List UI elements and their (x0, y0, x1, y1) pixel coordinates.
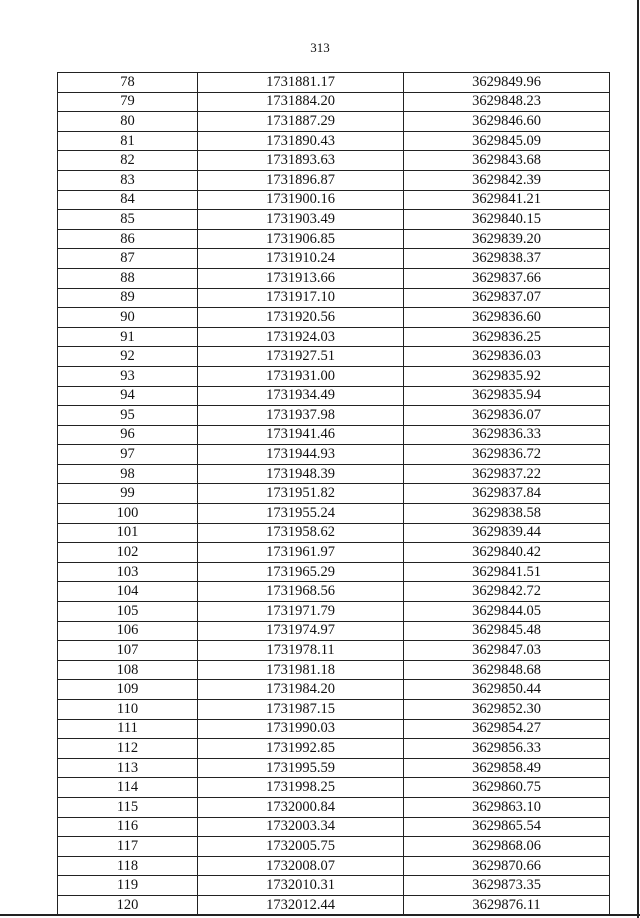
y-coordinate-cell: 3629840.42 (404, 543, 610, 563)
x-coordinate-cell: 1731974.97 (198, 621, 404, 641)
x-coordinate-cell: 1731920.56 (198, 308, 404, 328)
y-coordinate-cell: 3629835.94 (404, 386, 610, 406)
point-number-cell: 83 (58, 170, 198, 190)
table-row (58, 366, 610, 386)
table-row (58, 73, 610, 93)
table-row (58, 778, 610, 798)
y-coordinate-cell: 3629837.84 (404, 484, 610, 504)
table-row (58, 895, 610, 915)
y-coordinate-cell: 3629847.03 (404, 641, 610, 661)
point-number-cell: 80 (58, 112, 198, 132)
point-number-cell: 97 (58, 445, 198, 465)
x-coordinate-cell: 1731941.46 (198, 425, 404, 445)
table-row (58, 347, 610, 367)
y-coordinate-cell: 3629845.48 (404, 621, 610, 641)
point-number-cell: 88 (58, 268, 198, 288)
table-row (58, 327, 610, 347)
table-row (58, 602, 610, 622)
page-number: 313 (310, 40, 330, 55)
point-number-cell: 110 (58, 700, 198, 720)
y-coordinate-cell: 3629836.03 (404, 347, 610, 367)
point-number-cell: 105 (58, 602, 198, 622)
x-coordinate-cell: 1731903.49 (198, 210, 404, 230)
y-coordinate-cell: 3629836.07 (404, 406, 610, 426)
point-number-cell: 81 (58, 131, 198, 151)
point-number-cell: 116 (58, 817, 198, 837)
table-row (58, 719, 610, 739)
point-number-cell: 117 (58, 837, 198, 857)
y-coordinate-cell: 3629840.15 (404, 210, 610, 230)
x-coordinate-cell: 1732003.34 (198, 817, 404, 837)
point-number-cell: 119 (58, 876, 198, 896)
table-row (58, 151, 610, 171)
table-row (58, 562, 610, 582)
table-row (58, 739, 610, 759)
point-number-cell: 112 (58, 739, 198, 759)
y-coordinate-cell: 3629836.33 (404, 425, 610, 445)
table-row (58, 504, 610, 524)
table-row (58, 621, 610, 641)
point-number-cell: 95 (58, 406, 198, 426)
point-number-cell: 90 (58, 308, 198, 328)
x-coordinate-cell: 1731961.97 (198, 543, 404, 563)
x-coordinate-cell: 1731987.15 (198, 700, 404, 720)
x-coordinate-cell: 1731881.17 (198, 73, 404, 93)
point-number-cell: 84 (58, 190, 198, 210)
point-number-cell: 120 (58, 895, 198, 915)
y-coordinate-cell: 3629876.11 (404, 895, 610, 915)
table-row (58, 641, 610, 661)
x-coordinate-cell: 1731913.66 (198, 268, 404, 288)
table-row (58, 406, 610, 426)
x-coordinate-cell: 1731887.29 (198, 112, 404, 132)
point-number-cell: 109 (58, 680, 198, 700)
y-coordinate-cell: 3629852.30 (404, 700, 610, 720)
point-number-cell: 115 (58, 797, 198, 817)
point-number-cell: 118 (58, 856, 198, 876)
x-coordinate-cell: 1732005.75 (198, 837, 404, 857)
y-coordinate-cell: 3629838.58 (404, 504, 610, 524)
table-row (58, 425, 610, 445)
point-number-cell: 103 (58, 562, 198, 582)
x-coordinate-cell: 1731910.24 (198, 249, 404, 269)
table-row (58, 876, 610, 896)
x-coordinate-cell: 1731924.03 (198, 327, 404, 347)
y-coordinate-cell: 3629836.60 (404, 308, 610, 328)
y-coordinate-cell: 3629873.35 (404, 876, 610, 896)
table-row (58, 288, 610, 308)
x-coordinate-cell: 1732012.44 (198, 895, 404, 915)
y-coordinate-cell: 3629842.39 (404, 170, 610, 190)
y-coordinate-cell: 3629848.23 (404, 92, 610, 112)
y-coordinate-cell: 3629844.05 (404, 602, 610, 622)
x-coordinate-cell: 1731931.00 (198, 366, 404, 386)
x-coordinate-cell: 1731934.49 (198, 386, 404, 406)
page-edge-right (637, 0, 639, 918)
x-coordinate-cell: 1731890.43 (198, 131, 404, 151)
x-coordinate-cell: 1731971.79 (198, 602, 404, 622)
y-coordinate-cell: 3629856.33 (404, 739, 610, 759)
y-coordinate-cell: 3629854.27 (404, 719, 610, 739)
table-row (58, 543, 610, 563)
table-row (58, 837, 610, 857)
point-number-cell: 98 (58, 464, 198, 484)
table-row (58, 190, 610, 210)
point-number-cell: 91 (58, 327, 198, 347)
point-number-cell: 92 (58, 347, 198, 367)
table-row (58, 797, 610, 817)
point-number-cell: 93 (58, 366, 198, 386)
coordinates-table-body (58, 73, 610, 916)
table-row (58, 700, 610, 720)
table-row (58, 464, 610, 484)
x-coordinate-cell: 1731896.87 (198, 170, 404, 190)
table-row (58, 249, 610, 269)
x-coordinate-cell: 1731968.56 (198, 582, 404, 602)
point-number-cell: 99 (58, 484, 198, 504)
y-coordinate-cell: 3629839.44 (404, 523, 610, 543)
y-coordinate-cell: 3629863.10 (404, 797, 610, 817)
table-row (58, 445, 610, 465)
point-number-cell: 102 (58, 543, 198, 563)
y-coordinate-cell: 3629841.21 (404, 190, 610, 210)
y-coordinate-cell: 3629850.44 (404, 680, 610, 700)
y-coordinate-cell: 3629842.72 (404, 582, 610, 602)
x-coordinate-cell: 1731995.59 (198, 758, 404, 778)
y-coordinate-cell: 3629870.66 (404, 856, 610, 876)
x-coordinate-cell: 1731893.63 (198, 151, 404, 171)
x-coordinate-cell: 1731937.98 (198, 406, 404, 426)
point-number-cell: 108 (58, 660, 198, 680)
point-number-cell: 96 (58, 425, 198, 445)
x-coordinate-cell: 1731927.51 (198, 347, 404, 367)
x-coordinate-cell: 1731917.10 (198, 288, 404, 308)
table-row (58, 308, 610, 328)
y-coordinate-cell: 3629865.54 (404, 817, 610, 837)
y-coordinate-cell: 3629836.25 (404, 327, 610, 347)
table-row (58, 210, 610, 230)
y-coordinate-cell: 3629848.68 (404, 660, 610, 680)
point-number-cell: 101 (58, 523, 198, 543)
table-row (58, 131, 610, 151)
point-number-cell: 86 (58, 229, 198, 249)
table-row (58, 660, 610, 680)
x-coordinate-cell: 1731992.85 (198, 739, 404, 759)
y-coordinate-cell: 3629845.09 (404, 131, 610, 151)
x-coordinate-cell: 1731900.16 (198, 190, 404, 210)
point-number-cell: 78 (58, 73, 198, 93)
x-coordinate-cell: 1731951.82 (198, 484, 404, 504)
x-coordinate-cell: 1731981.18 (198, 660, 404, 680)
point-number-cell: 113 (58, 758, 198, 778)
x-coordinate-cell: 1731958.62 (198, 523, 404, 543)
y-coordinate-cell: 3629839.20 (404, 229, 610, 249)
x-coordinate-cell: 1732008.07 (198, 856, 404, 876)
point-number-cell: 87 (58, 249, 198, 269)
table-row (58, 758, 610, 778)
y-coordinate-cell: 3629841.51 (404, 562, 610, 582)
y-coordinate-cell: 3629843.68 (404, 151, 610, 171)
table-row (58, 484, 610, 504)
y-coordinate-cell: 3629837.66 (404, 268, 610, 288)
y-coordinate-cell: 3629838.37 (404, 249, 610, 269)
y-coordinate-cell: 3629837.07 (404, 288, 610, 308)
coordinates-table (57, 72, 610, 916)
point-number-cell: 94 (58, 386, 198, 406)
x-coordinate-cell: 1731906.85 (198, 229, 404, 249)
point-number-cell: 85 (58, 210, 198, 230)
x-coordinate-cell: 1731944.93 (198, 445, 404, 465)
table-row (58, 268, 610, 288)
point-number-cell: 104 (58, 582, 198, 602)
point-number-cell: 100 (58, 504, 198, 524)
table-row (58, 229, 610, 249)
table-row (58, 386, 610, 406)
table-row (58, 170, 610, 190)
x-coordinate-cell: 1731984.20 (198, 680, 404, 700)
y-coordinate-cell: 3629846.60 (404, 112, 610, 132)
x-coordinate-cell: 1732010.31 (198, 876, 404, 896)
table-row (58, 523, 610, 543)
table-row (58, 817, 610, 837)
table-row (58, 856, 610, 876)
x-coordinate-cell: 1731948.39 (198, 464, 404, 484)
table-row (58, 582, 610, 602)
y-coordinate-cell: 3629868.06 (404, 837, 610, 857)
y-coordinate-cell: 3629837.22 (404, 464, 610, 484)
point-number-cell: 107 (58, 641, 198, 661)
x-coordinate-cell: 1731990.03 (198, 719, 404, 739)
y-coordinate-cell: 3629835.92 (404, 366, 610, 386)
point-number-cell: 82 (58, 151, 198, 171)
table-row (58, 680, 610, 700)
x-coordinate-cell: 1731884.20 (198, 92, 404, 112)
point-number-cell: 114 (58, 778, 198, 798)
table-row (58, 112, 610, 132)
table-row (58, 92, 610, 112)
y-coordinate-cell: 3629858.49 (404, 758, 610, 778)
x-coordinate-cell: 1732000.84 (198, 797, 404, 817)
y-coordinate-cell: 3629849.96 (404, 73, 610, 93)
x-coordinate-cell: 1731978.11 (198, 641, 404, 661)
point-number-cell: 89 (58, 288, 198, 308)
y-coordinate-cell: 3629860.75 (404, 778, 610, 798)
point-number-cell: 111 (58, 719, 198, 739)
x-coordinate-cell: 1731965.29 (198, 562, 404, 582)
point-number-cell: 79 (58, 92, 198, 112)
x-coordinate-cell: 1731998.25 (198, 778, 404, 798)
y-coordinate-cell: 3629836.72 (404, 445, 610, 465)
x-coordinate-cell: 1731955.24 (198, 504, 404, 524)
point-number-cell: 106 (58, 621, 198, 641)
